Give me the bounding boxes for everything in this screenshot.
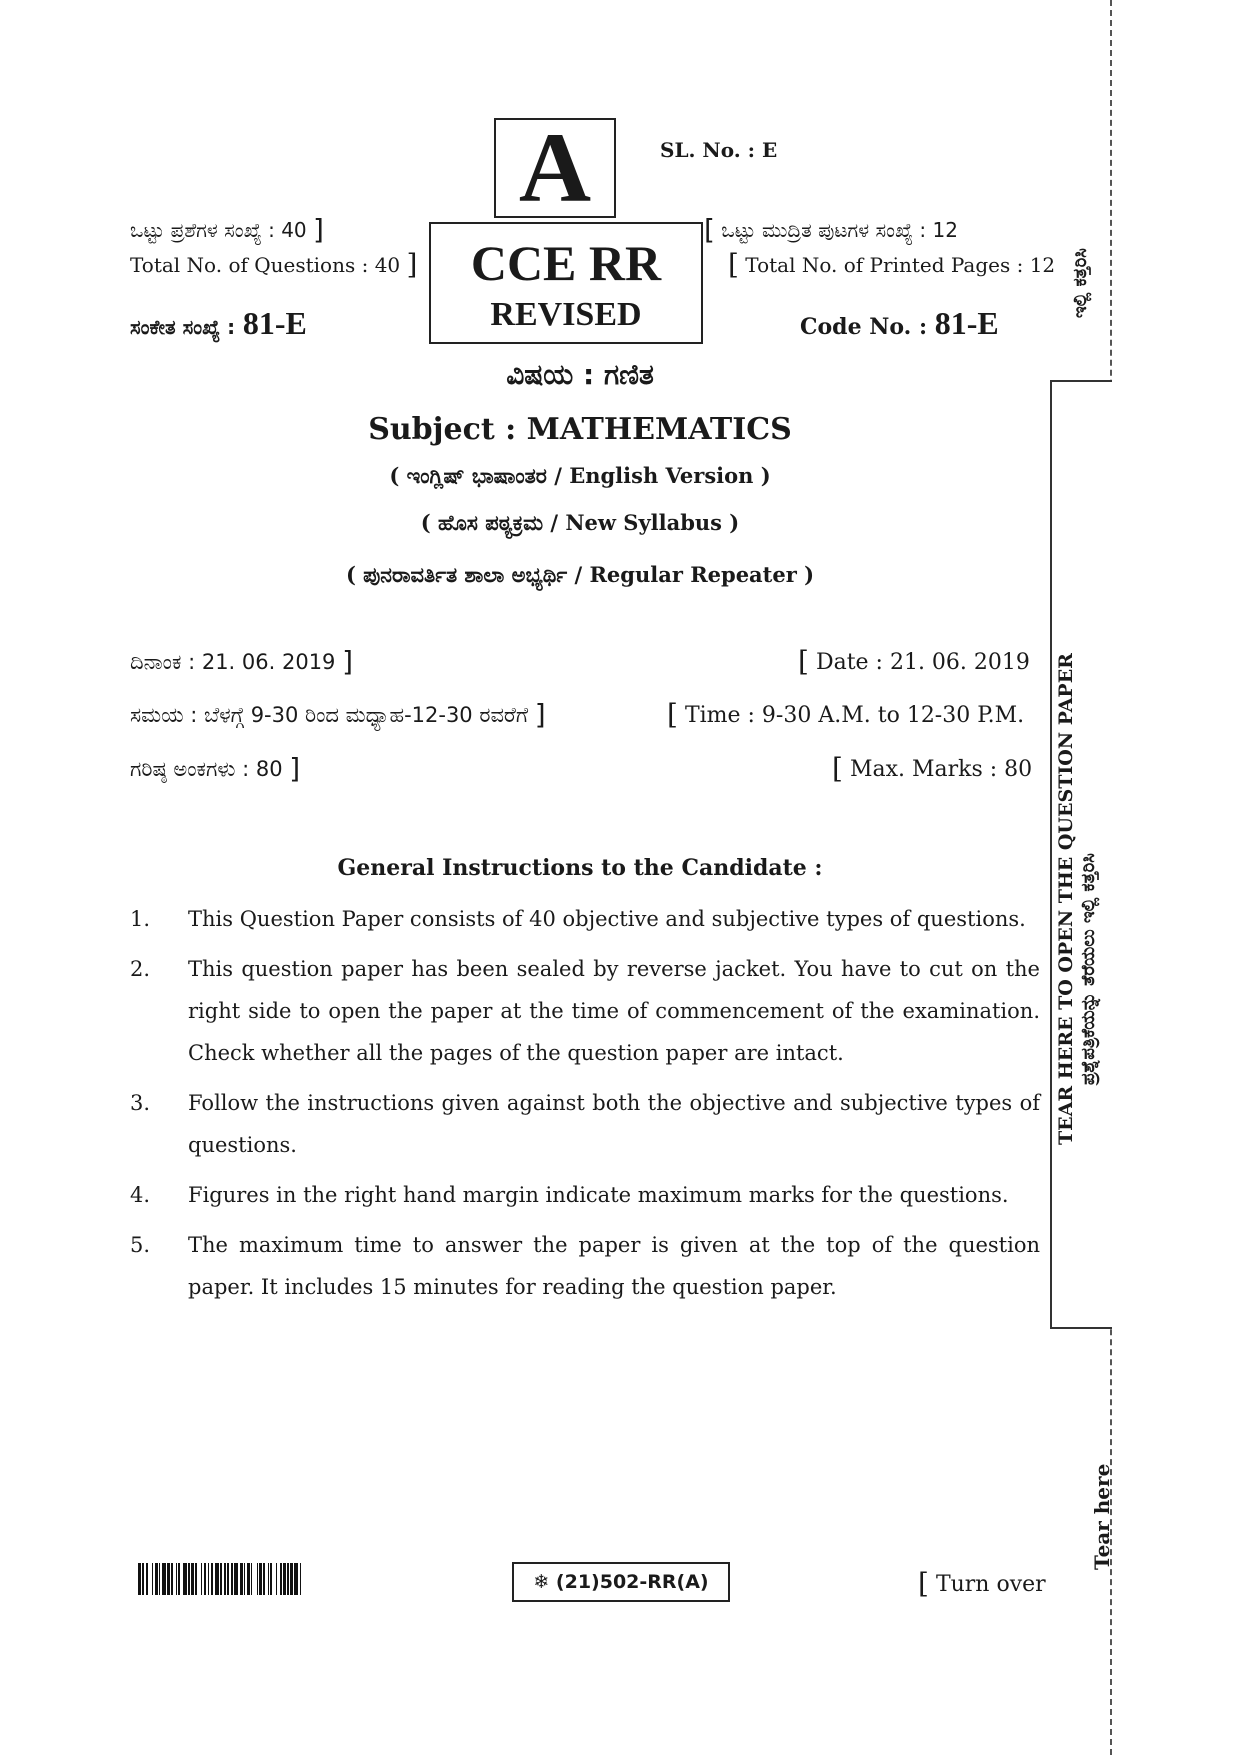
marks-kn: ಗರಿಷ್ಠ ಅಂಕಗಳು : 80 ] (130, 752, 301, 785)
barcode-bar (301, 1563, 304, 1595)
tear-open-label-en: TEAR HERE TO OPEN THE QUESTION PAPER (1055, 653, 1077, 1145)
language-version: ( ಇಂಗ್ಲಿಷ್ ಭಾಷಾಂತರ / English Version ) (389, 463, 771, 488)
subject-title: Subject : MATHEMATICS (368, 412, 792, 447)
turn-over: [ Turn over (918, 1567, 1046, 1600)
paper-code: ❄ (21)502-RR(A) (512, 1562, 730, 1602)
tear-open-label-kn: ಪ್ರಶ್ನೆಪತ್ರಿಕೆಯನ್ನು ತೆರೆಯಲು ಇಲ್ಲಿ ಕತ್ತರಿಸಿ (1078, 853, 1099, 1085)
date-en: [ Date : 21. 06. 2019 (798, 645, 1030, 678)
code-value-kn: 81-E (242, 305, 307, 341)
code-number-en: Code No. : 81-E (800, 305, 999, 341)
candidate-type: ( ಪುನರಾವರ್ತಿತ ಶಾಲಾ ಅಭ್ಯರ್ಥಿ / Regular Repeater ) (345, 562, 815, 587)
time-en: [ Time : 9-30 A.M. to 12-30 P.M. (667, 698, 1025, 731)
instructions-title: General Instructions to the Candidate : (337, 855, 823, 881)
instructions-list (130, 898, 1040, 1316)
total-pages-kn: [ ಒಟ್ಟು ಮುದ್ರಿತ ಪುಟಗಳ ಸಂಖ್ಯೆ : 12 (704, 213, 958, 246)
code-number-kn: ಸಂಕೇತ ಸಂಖ್ಯೆ : 81-E (130, 305, 307, 341)
serial-number: SL. No. : E (660, 138, 778, 162)
tear-here-label: Tear here (1090, 1463, 1114, 1570)
total-questions-kn: ಒಟ್ಟು ಪ್ರಶೆಗಳ ಸಂಖ್ಯೆ : 40 ] (130, 213, 324, 246)
subject-kannada: ವಿಷಯ : ಗಣಿತ (506, 358, 654, 391)
tear-here-kn: ಇಲ್ಲಿ ಕತ್ತರಿಸಿ (1070, 248, 1091, 318)
version-letter-box: A (494, 118, 616, 218)
time-kn: ಸಮಯ : ಬೆಳಗ್ಗೆ 9-30 ರಿಂದ ಮಧ್ಯಾಹ-12-30 ರವರೆಗೆ ] (130, 698, 546, 731)
exam-subtitle: REVISED (490, 296, 642, 333)
list-item: 1. This Question Paper consists of 40 objective and subjective types of questions. (130, 907, 1026, 931)
list-item: 5. The maximum time to answer the paper is given at the top of the question paper. It includes 15 minutes for reading the question paper. (130, 1233, 1040, 1299)
exam-title-box (429, 222, 703, 344)
exam-title: CCE RR (470, 235, 662, 291)
date-kn: ದಿನಾಂಕ : 21. 06. 2019 ] (130, 645, 354, 678)
total-questions-en: Total No. of Questions : 40 ] (130, 248, 418, 281)
total-pages-en: [ Total No. of Printed Pages : 12 (728, 248, 1056, 281)
list-item: 4. Figures in the right hand margin indicate maximum marks for the questions. (130, 1183, 1009, 1207)
syllabus-line: ( ಹೊಸ ಪಠ್ಯಕ್ರಮ / New Syllabus ) (420, 510, 740, 535)
list-item: 3. Follow the instructions given against both the objective and subjective types of questions. (130, 1091, 1040, 1157)
list-item: 2. This question paper has been sealed by reverse jacket. You have to cut on the right side to open the paper at the time of commencement of the examination. Check whether all the pages of the question paper are intact. (130, 957, 1040, 1065)
marks-en: [ Max. Marks : 80 (832, 752, 1033, 785)
code-value-en: 81-E (934, 305, 999, 341)
barcode (138, 1563, 370, 1595)
